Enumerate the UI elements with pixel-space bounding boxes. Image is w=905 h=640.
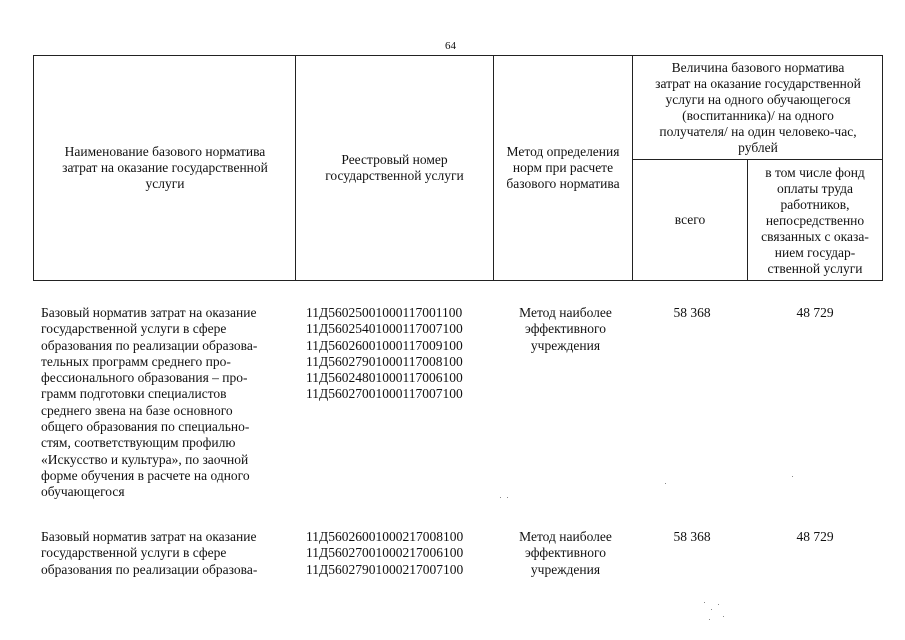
row-wage-fund: 48 729 bbox=[796, 529, 834, 544]
scan-speck bbox=[792, 476, 793, 477]
row-description: Базовый норматив затрат на оказание государственной услуги в сфере образования по реализации образова- тельных программ среднего про- фессионального образования – про- грамм подготовки специалистов среднего звена на базе основного общего образования по специально- стям, соответствующим профилю «Искусство и культура», по заочной форме обучения в расчете на одного обучающегося bbox=[41, 305, 258, 500]
row-method: Метод наиболее эффективного учреждения bbox=[519, 305, 612, 353]
header-method-cell: Метод определения норм при расчете базового норматива bbox=[506, 144, 620, 191]
column-divider bbox=[632, 56, 633, 280]
column-divider bbox=[295, 56, 296, 280]
scan-speck bbox=[704, 602, 705, 603]
scan-speck bbox=[723, 616, 724, 617]
scan-speck bbox=[711, 609, 712, 610]
row-registry-codes: 11Д56026001000217008100 11Д56027001000217006100 11Д56027901000217007100 bbox=[306, 529, 464, 577]
table-row bbox=[0, 529, 905, 589]
scan-speck bbox=[718, 604, 719, 605]
row-method: Метод наиболее эффективного учреждения bbox=[519, 529, 612, 577]
header-value-group-cell: Величина базового норматива затрат на оказание государственной услуги на одного обучающегося (воспитанника)/ на одного получателя/ на один человеко-час, рублей bbox=[655, 60, 861, 155]
row-total: 58 368 bbox=[673, 305, 711, 320]
table-header bbox=[33, 55, 883, 281]
scan-speck bbox=[507, 497, 508, 498]
row-total: 58 368 bbox=[673, 529, 711, 544]
row-wage-fund: 48 729 bbox=[796, 305, 834, 320]
scan-speck bbox=[665, 483, 666, 484]
scan-speck bbox=[500, 497, 501, 498]
header-registry-cell: Реестровый номер государственной услуги bbox=[325, 152, 464, 183]
table-row bbox=[0, 305, 905, 515]
scan-speck bbox=[709, 619, 710, 620]
row-description: Базовый норматив затрат на оказание государственной услуги в сфере образования по реализации образова- bbox=[41, 529, 258, 577]
page-number: 64 bbox=[445, 40, 456, 52]
header-wage-cell: в том числе фонд оплаты труда работников, непосредственно связанных с оказа- нием государ- ственной услуги bbox=[761, 164, 869, 276]
header-name-cell: Наименование базового норматива затрат на оказание государственной услуги bbox=[62, 144, 268, 191]
row-registry-codes: 11Д56025001000117001100 11Д56025401000117007100 11Д56026001000117009100 11Д56027901000117008100 11Д56024801000117006100 11Д56027001000117007100 bbox=[306, 305, 463, 402]
header-total-cell: всего bbox=[674, 212, 706, 227]
